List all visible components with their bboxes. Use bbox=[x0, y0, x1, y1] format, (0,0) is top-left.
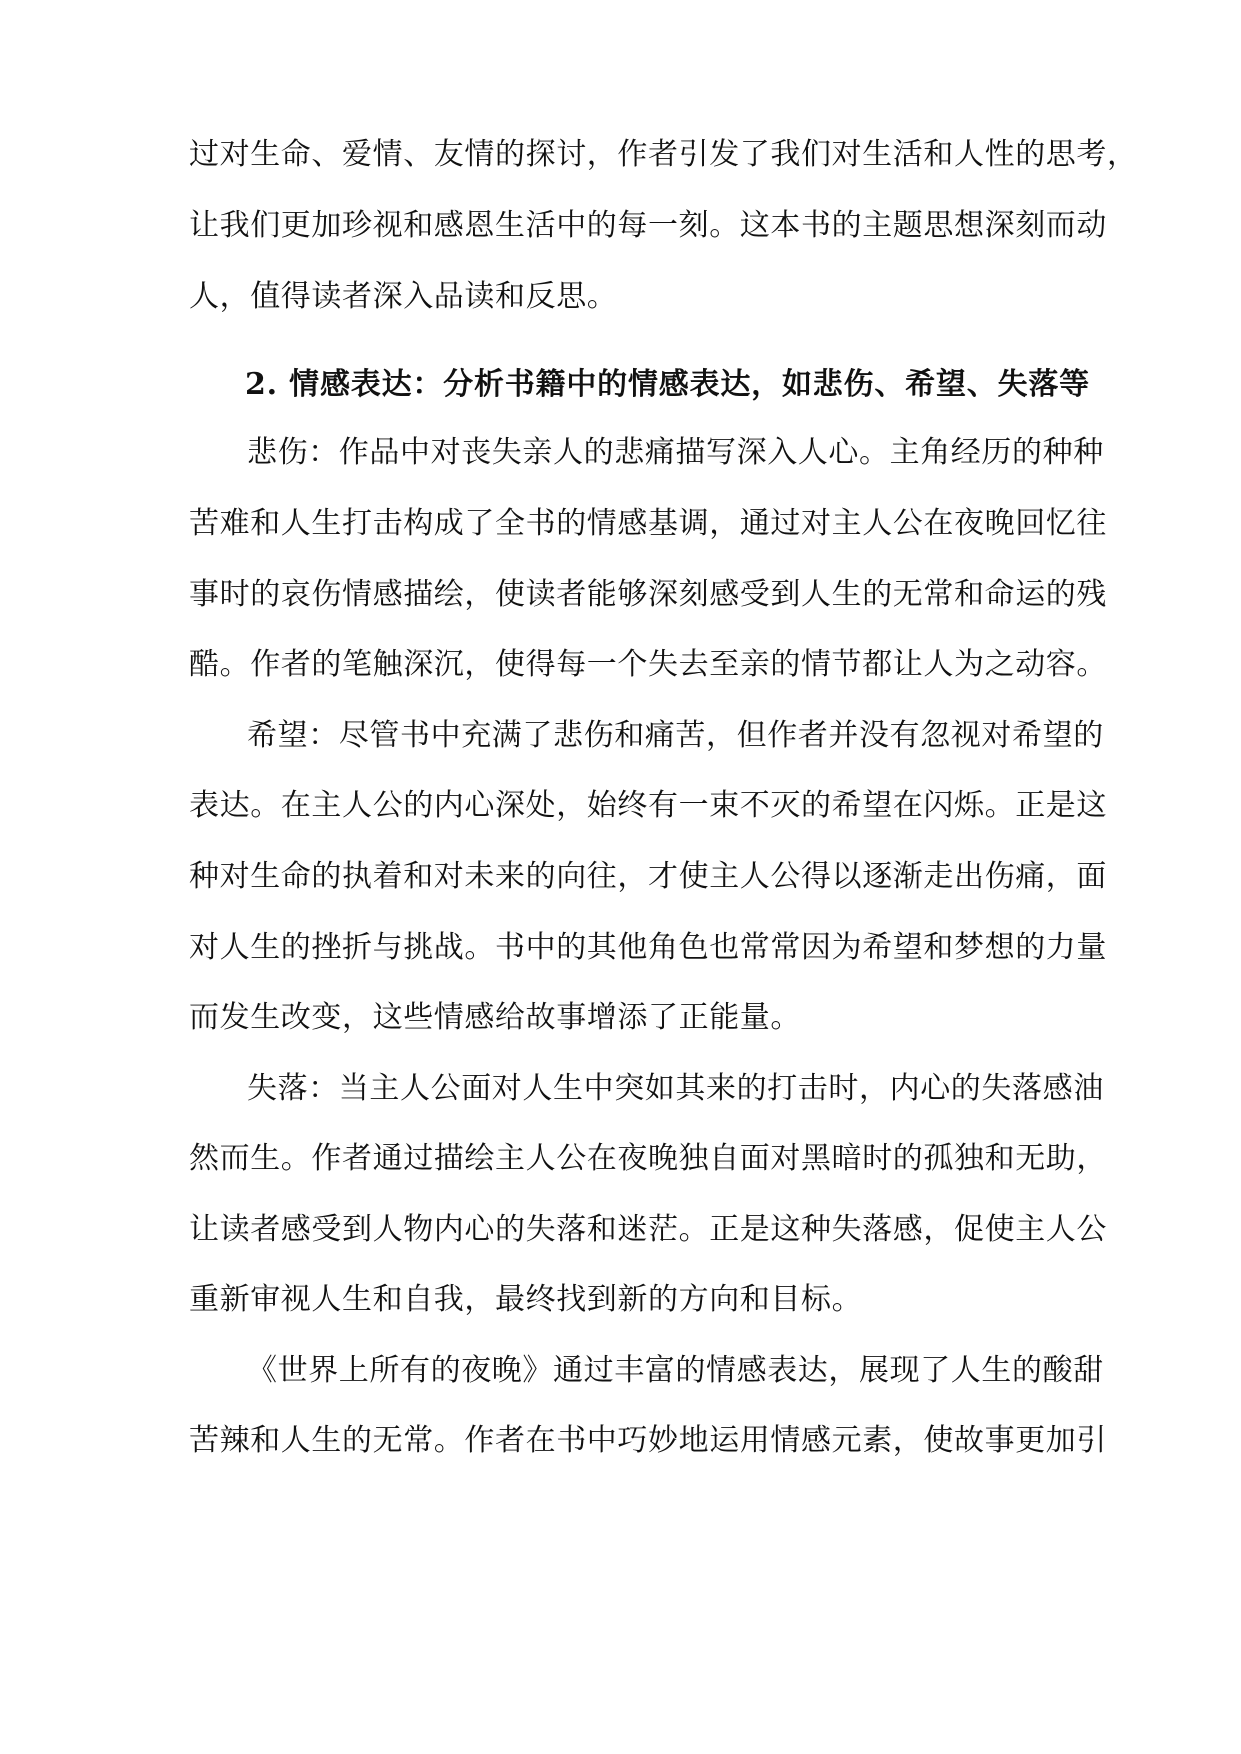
summary-line-2: 苦辣和人生的无常。作者在书中巧妙地运用情感元素，使故事更加引 bbox=[189, 1423, 1107, 1458]
hope-line-2: 表达。在主人公的内心深处，始终有一束不灭的希望在闪烁。正是这 bbox=[189, 788, 1107, 823]
intro-line-1: 过对生命、爱情、友情的探讨，作者引发了我们对生活和人性的思考， bbox=[189, 137, 1138, 172]
loss-line-4: 重新审视人生和自我，最终找到新的方向和目标。 bbox=[189, 1282, 863, 1317]
hope-line-4: 对人生的挫折与挑战。书中的其他角色也常常因为希望和梦想的力量 bbox=[189, 930, 1107, 965]
loss-line-1: 失落：当主人公面对人生中突如其来的打击时，内心的失落感油 bbox=[247, 1071, 1104, 1106]
sadness-line-4: 酷。作者的笔触深沉，使得每一个失去至亲的情节都让人为之动容。 bbox=[189, 647, 1107, 682]
sadness-line-1: 悲伤：作品中对丧失亲人的悲痛描写深入人心。主角经历的种种 bbox=[247, 435, 1104, 470]
intro-line-3: 人，值得读者深入品读和反思。 bbox=[189, 279, 618, 314]
sadness-line-2: 苦难和人生打击构成了全书的情感基调，通过对主人公在夜晚回忆往 bbox=[189, 506, 1107, 541]
section-heading: 2. 情感表达：分析书籍中的情感表达，如悲伤、希望、失落等 bbox=[245, 367, 1090, 402]
hope-line-3: 种对生命的执着和对未来的向往，才使主人公得以逐渐走出伤痛，面 bbox=[189, 859, 1107, 894]
loss-line-2: 然而生。作者通过描绘主人公在夜晚独自面对黑暗时的孤独和无助， bbox=[189, 1141, 1107, 1176]
sadness-line-3: 事时的哀伤情感描绘，使读者能够深刻感受到人生的无常和命运的残 bbox=[189, 577, 1107, 612]
hope-line-5: 而发生改变，这些情感给故事增添了正能量。 bbox=[189, 1000, 801, 1035]
intro-line-2: 让我们更加珍视和感恩生活中的每一刻。这本书的主题思想深刻而动 bbox=[189, 208, 1107, 243]
hope-line-1: 希望：尽管书中充满了悲伤和痛苦，但作者并没有忽视对希望的 bbox=[247, 718, 1104, 753]
loss-line-3: 让读者感受到人物内心的失落和迷茫。正是这种失落感，促使主人公 bbox=[189, 1212, 1107, 1247]
summary-line-1: 《世界上所有的夜晚》通过丰富的情感表达，展现了人生的酸甜 bbox=[247, 1353, 1104, 1388]
